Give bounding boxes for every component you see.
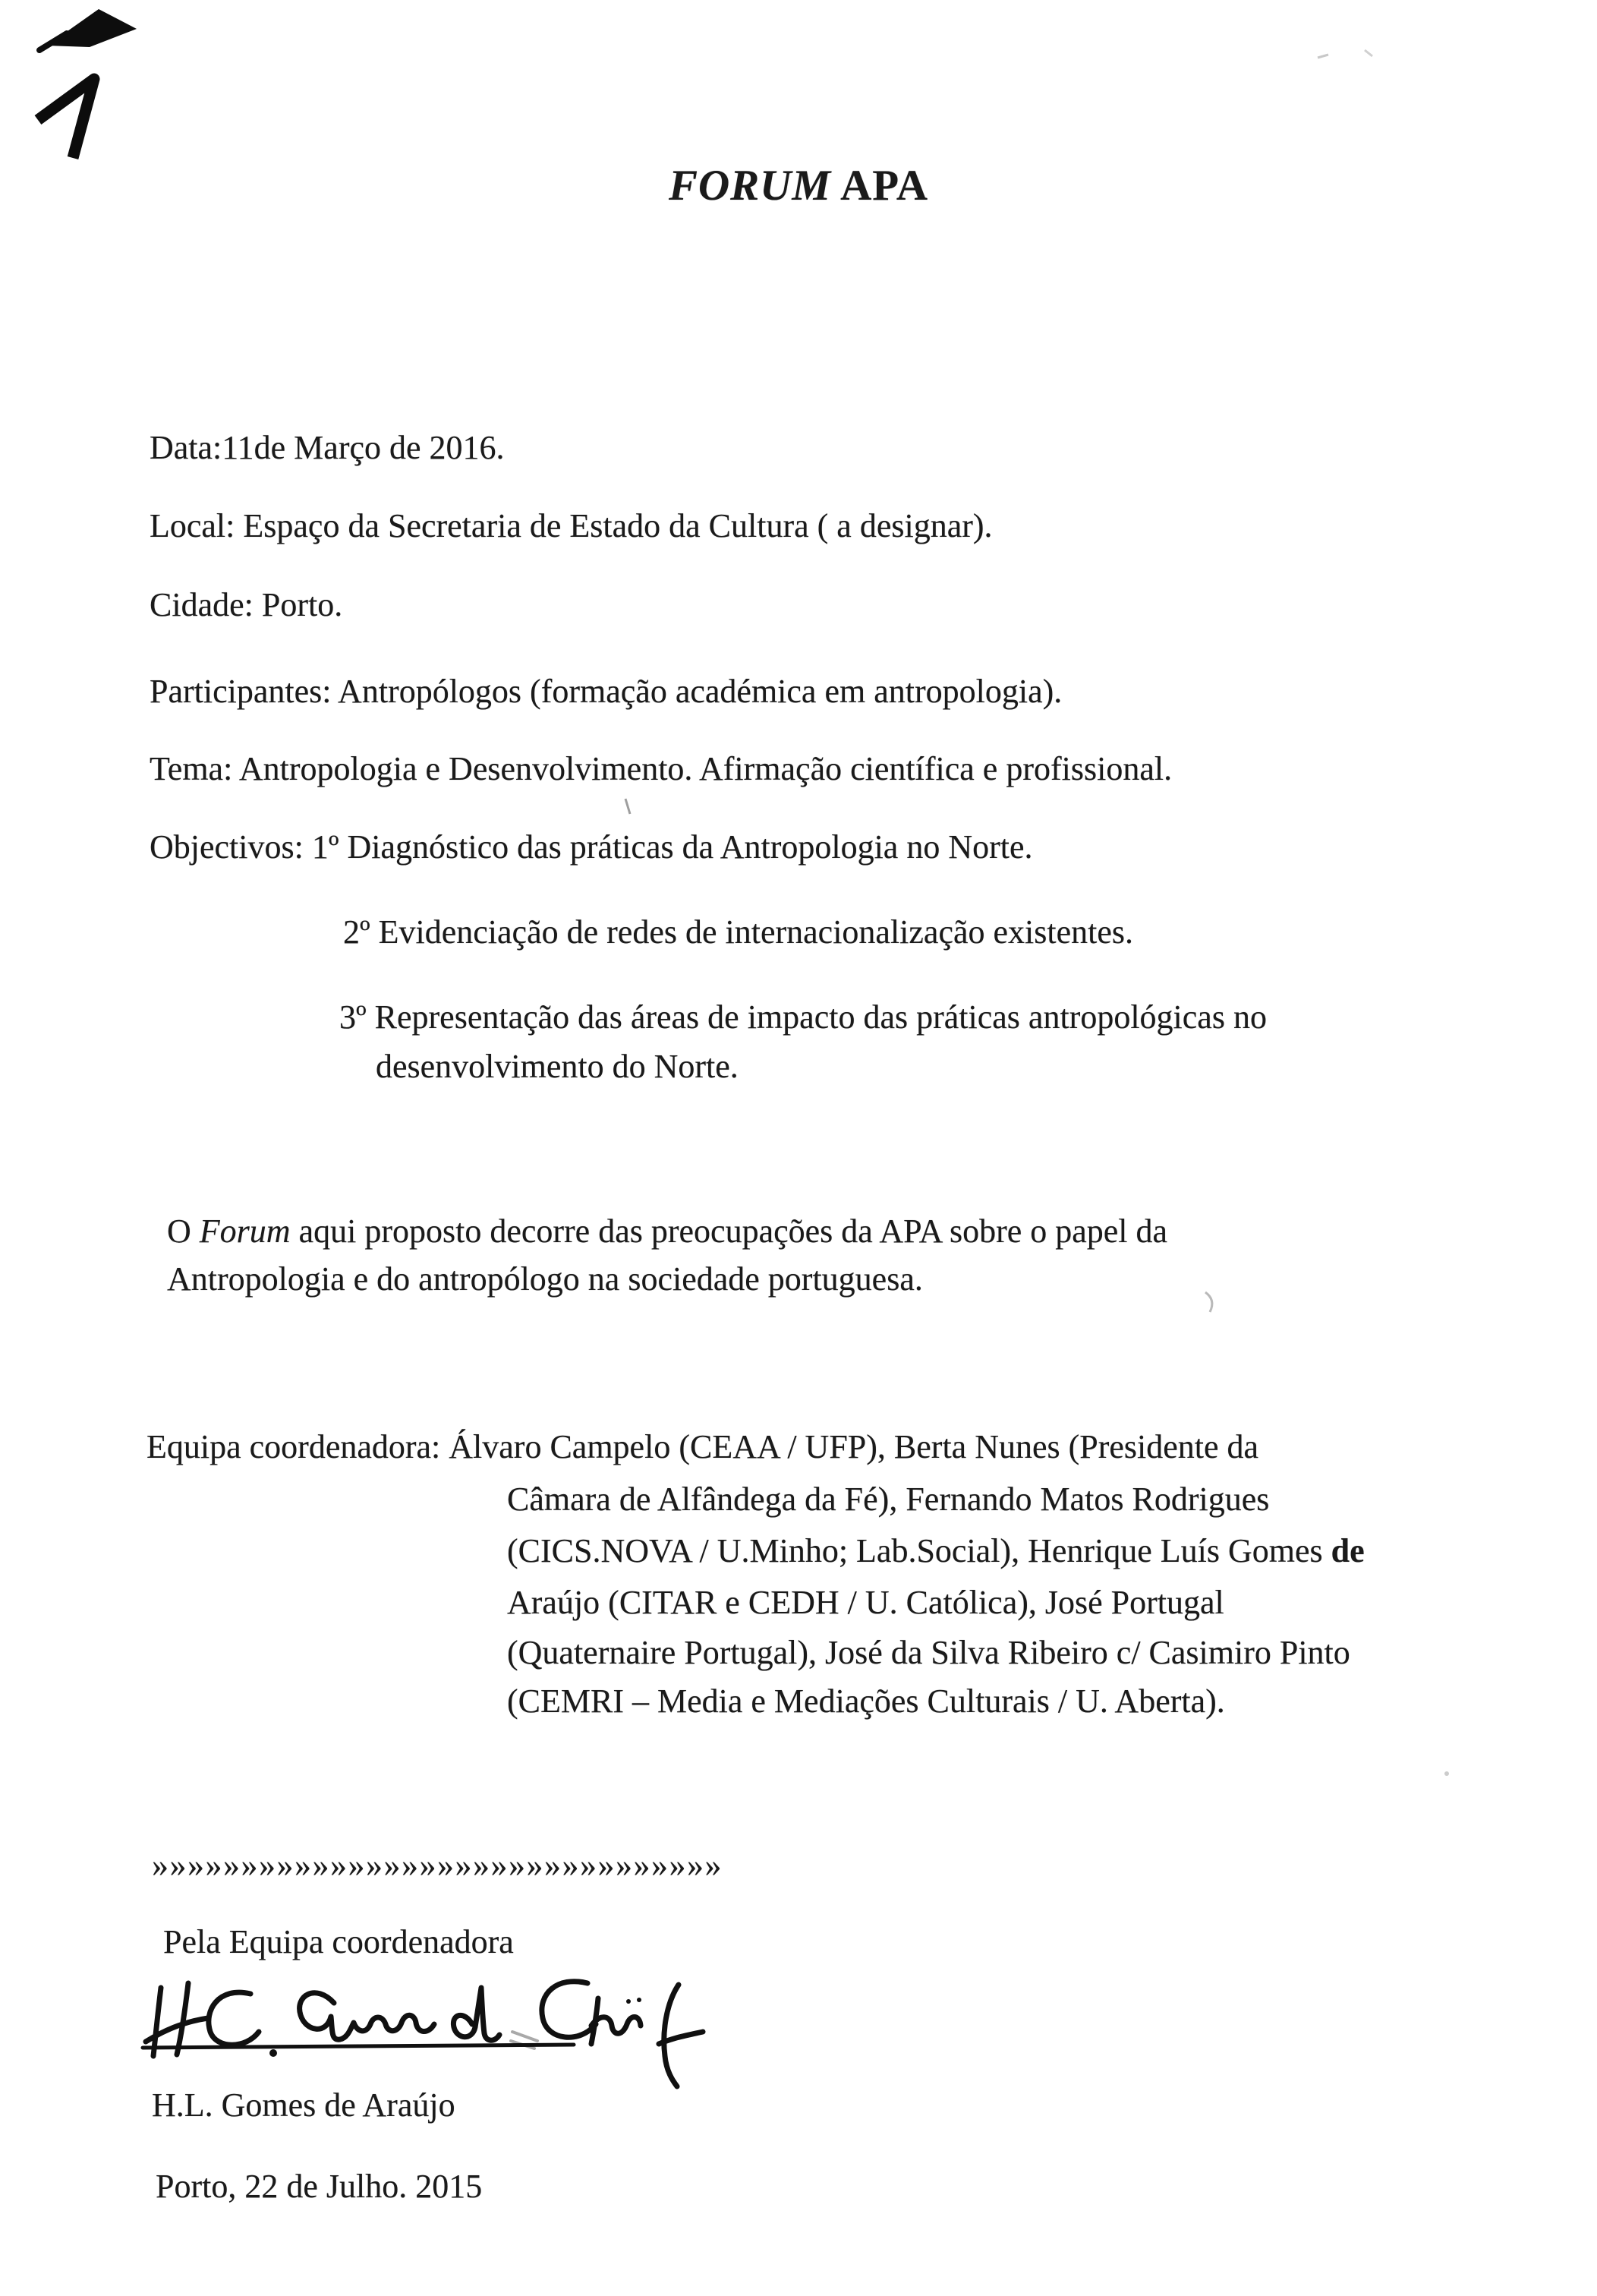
team-line-2: Câmara de Alfândega da Fé), Fernando Matos Rodrigues <box>507 1481 1270 1518</box>
team-line-6: (CEMRI – Media e Mediações Culturais / U. Aberta). <box>507 1683 1225 1720</box>
corner-mark-icon <box>38 79 94 158</box>
team-line-5: (Quaternaire Portugal), José da Silva Ribeiro c/ Casimiro Pinto <box>507 1634 1350 1671</box>
field-data: Data:11de Março de 2016. <box>150 429 505 466</box>
paragraph-line-1 <box>167 1213 1167 1251</box>
team-line-4: Araújo (CITAR e CEDH / U. Católica), José Portugal <box>507 1584 1224 1621</box>
field-cidade: Cidade: Porto. <box>150 586 343 623</box>
signature-stroke <box>300 1993 434 2039</box>
field-participantes: Participantes: Antropólogos (formação académica em antropologia). <box>150 673 1063 710</box>
paragraph-line-2: Antropologia e do antropólogo na sociedade portuguesa. <box>167 1260 923 1298</box>
signature-icon <box>135 1971 720 2104</box>
signature-dot <box>637 1998 641 2002</box>
sign-off-label: Pela Equipa coordenadora <box>163 1923 514 1960</box>
scan-tick-icon <box>625 799 630 814</box>
field-tema: Tema: Antropologia e Desenvolvimento. Afirmação científica e profissional. <box>150 750 1173 787</box>
field-objectivo-3: 3º Representação das áreas de impacto das práticas antropológicas no <box>339 998 1267 1036</box>
scan-speck-icon <box>1318 55 1328 58</box>
guillemet-separator: »»»»»»»»»»»»»»»»»»»»»»»»»»»»»»»» <box>152 1847 723 1884</box>
team-line-1: Equipa coordenadora: Álvaro Campelo (CEAA / UFP), Berta Nunes (Presidente da <box>146 1428 1259 1465</box>
signature-dot <box>626 1999 631 2004</box>
signature-stroke <box>209 1992 259 2045</box>
corner-mark-icon <box>47 9 137 47</box>
place-date: Porto, 22 de Julho. 2015 <box>156 2168 483 2205</box>
team-line-3 <box>507 1532 1365 1571</box>
signatory-name: H.L. Gomes de Araújo <box>152 2086 455 2124</box>
field-objectivo-3-cont: desenvolvimento do Norte. <box>376 1048 739 1085</box>
signature-underline <box>143 2045 574 2048</box>
scan-speck-icon <box>1365 50 1372 56</box>
corner-mark-tail-icon <box>39 33 67 50</box>
signature-stroke <box>591 2017 641 2033</box>
field-objectivo-2: 2º Evidenciação de redes de internacionalização existentes. <box>343 913 1134 951</box>
paragraph-text: O <box>167 1213 200 1250</box>
team-text-bold: de <box>1331 1532 1365 1569</box>
paragraph-text: aqui proposto decorre das preocupações da APA sobre o papel da <box>290 1213 1168 1250</box>
field-local: Local: Espaço da Secretaria de Estado da Cultura ( a designar). <box>150 507 993 544</box>
field-objectivo-1: Objectivos: 1º Diagnóstico das práticas da Antropologia no Norte. <box>150 828 1033 866</box>
team-text: (CICS.NOVA / U.Minho; Lab.Social), Henrique Luís Gomes <box>507 1532 1331 1569</box>
signature-stroke <box>542 1982 596 2038</box>
page-title-rest: APA <box>831 162 929 210</box>
signature-stroke <box>177 1983 188 2055</box>
page-title <box>0 161 1597 210</box>
signature-stroke <box>453 1988 499 2040</box>
paragraph-forum-italic: Forum <box>199 1213 291 1250</box>
signature-dot <box>269 2049 277 2057</box>
scan-squiggle-icon <box>1205 1292 1212 1312</box>
scan-speck-icon <box>1444 1771 1449 1776</box>
page-title-italic: FORUM <box>668 162 831 210</box>
